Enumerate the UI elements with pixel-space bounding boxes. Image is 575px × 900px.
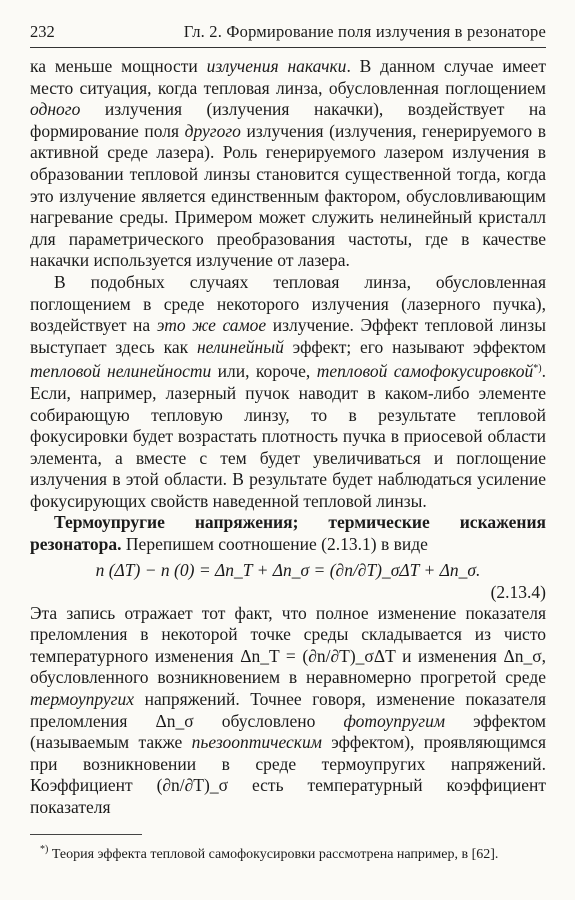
italic-term: тепловой нелинейности [30, 361, 212, 382]
text-run: или, короче, [211, 361, 317, 382]
paragraph-4 [30, 603, 546, 819]
italic-term: фотоупругим [343, 710, 445, 731]
equation-formula: n (ΔT) − n (0) = Δn_T + Δn_σ = (∂n/∂T)_σΔT + Δn_σ. [95, 559, 481, 580]
text-run: ка меньше мощности [30, 56, 207, 76]
footnote [30, 840, 546, 864]
text-run: напряжений. Точнее говоря, изменение показателя преломления Δn_σ обусловлено [30, 689, 546, 731]
text-run: . В данном случае имеет место ситуация, когда тепловая линза, обусловленная поглощением [30, 56, 546, 98]
text-run: В подобных случаях тепловая линза, обусловленная поглощением в среде некоторого излучения (лазерного пучка), воздействует на [30, 271, 546, 336]
italic-term: нелинейный [196, 336, 284, 357]
italic-term: пьезооптическим [191, 732, 322, 753]
italic-term: это же самое [156, 315, 267, 336]
paragraph-3 [30, 512, 546, 555]
text-run: . Если, например, лазерный пучок наводит в каком-либо элементе собирающую тепловую линзу, то в результате тепловой фокусировки будет возрастать плотность пучка в приосевой области элемента, а вместе с тем будет увеличиваться и поглощение излучения в этой области. В результате будет наблюдаться усиление фокусирующих свойств наведенной тепловой линзы. [30, 361, 546, 511]
book-page [30, 14, 546, 884]
text-run: Эта запись отражает тот факт, что полное изменение показателя преломления в некоторой точке среды складывается из чисто температурного изменения Δn_T = (∂n/∂T)_σΔT и изменения Δn_σ, обусловленного возникновением в неравномерно прогретой среде [30, 602, 546, 688]
text-run: эффектом), проявляющимся при возникновении в среде термоупругих напряжений. Коэффициент (∂n/∂T)_σ есть температурный коэффициент показателя [30, 732, 546, 817]
footnote-marker: *) [40, 844, 49, 855]
italic-term: излучения накачки [206, 56, 347, 76]
italic-term: термоупругих [30, 689, 135, 710]
page-body [30, 56, 546, 819]
paragraph-2 [30, 272, 546, 513]
italic-term: тепловой самофокусировкой [316, 361, 534, 382]
text-run: эффектом (называемым также [30, 710, 546, 753]
section-run-in-heading: Термоупругие напряжения; термические искажения резонатора. [30, 512, 546, 555]
text-run: Перепишем соотношение (2.13.1) в виде [121, 534, 428, 555]
text-run: излучения (излучения накачки), воздействует на формирование поля [30, 99, 546, 141]
footnote-rule [30, 834, 142, 835]
equation-number: (2.13.4) [490, 581, 546, 602]
paragraph-1 [30, 56, 546, 272]
italic-term: одного [30, 99, 81, 120]
text-run: излучения (излучения, генерируемого в активной среде лазера). Роль генерируемого лазером излучения в образовании тепловой линзы становится существенной тогда, когда это излучение является единственным фактором, обусловливающим нагревание среды. Примером может служить нелинейный кристалл для параметрического преобразования частоты, где в качестве накачки используется излучение от лазера. [30, 120, 546, 271]
text-run: излучение. Эффект тепловой линзы выступает здесь как [30, 315, 546, 357]
footnote-marker: *) [533, 363, 542, 375]
running-title: Гл. 2. Формирование поля излучения в резонаторе [183, 22, 546, 41]
italic-term: другого [184, 120, 241, 141]
text-run: эффект; его называют эффектом [283, 336, 546, 357]
running-head [30, 22, 546, 46]
page-number: 232 [30, 22, 55, 41]
header-rule [30, 47, 546, 48]
footnote-text: Теория эффекта тепловой самофокусировки рассмотрена например, в [62]. [48, 847, 499, 862]
